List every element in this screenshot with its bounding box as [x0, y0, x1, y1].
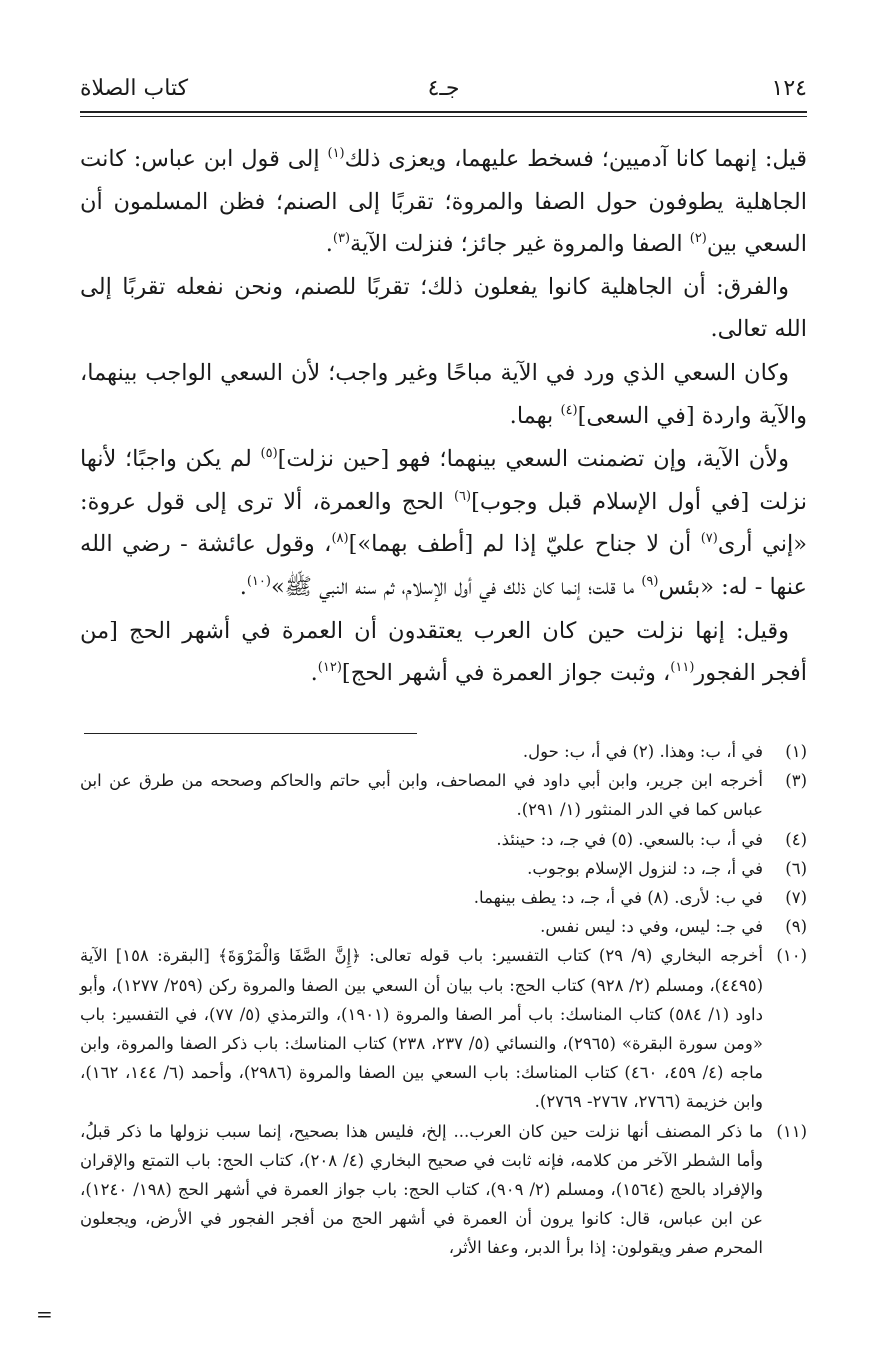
footnote [80, 854, 807, 883]
header-rule [80, 111, 807, 113]
footnote-ref: (٢) [689, 231, 707, 247]
footnote-ref: (٨) [331, 531, 349, 547]
footnote-number: (١١) [776, 1121, 807, 1141]
footnote-text: في أ، ب: وهذا. (٢) في أ، ب: حول. [522, 742, 763, 761]
footnotes [80, 737, 807, 1263]
paragraph: والفرق: أن الجاهلية كانوا يفعلون ذلك؛ تقربًا للصنم، ونحن نفعله تقربًا إلى الله تعالى. [80, 273, 807, 343]
footnote-ref: (٥) [260, 446, 278, 462]
footnote-number: (٣) [785, 771, 807, 791]
footnote-text: في أ، ب: بالسعي. (٥) في جـ، د: حينئذ. [496, 829, 763, 849]
paragraph: وكان السعي الذي ورد في الآية مباحًا وغير واجب؛ لأن السعي الواجب بينهما، والآية واردة [في السعى]$^{(٤)}$ بهما. [80, 359, 807, 429]
footnote [80, 825, 807, 854]
footnote-text: في أ، جـ، د: لنزول الإسلام بوجوب. [527, 858, 763, 878]
footnote-separator [84, 733, 417, 734]
footnote [80, 737, 807, 766]
book-title: كتاب الصلاة [80, 76, 189, 101]
footnote-ref: (٣) [332, 231, 351, 247]
footnote-number: (٧) [785, 888, 807, 908]
page-number: ١٢٤ [771, 76, 807, 101]
footnote-number: (٩) [785, 917, 807, 937]
running-header [80, 72, 807, 106]
footnote [80, 883, 807, 912]
footnote-text: في جـ: ليس، وفي د: ليس نفس. [540, 917, 763, 937]
footnote-text: ما ذكر المصنف أنها نزلت حين كان العرب... إلخ، فليس هذا بصحيح، إنما سبب نزولها ما ذكر قبلُ، وأما الشطر الآخر من كلامه، فإنه ثابت في صحيح البخاري (٤/ ٢٠٨)، كتاب الحج: باب التمتع والإقران والإفراد بالحج (١٥٦٤)، ومسلم (٢/ ٩٠٩)، كتاب الحج: باب جواز العمرة في أشهر الحج (١٩٨/ ١٢٤٠)، عن ابن عباس، قال: كانوا يرون أن العمرة في أشهر الحج من أفجر الفجور في الأرض، ويجعلون المحرم صفر ويقولون: إذا برأ الدبر، وعفا الأثر، [80, 1121, 763, 1258]
footnote-ref: (١١) [670, 660, 695, 676]
footnote-ref: (٦) [453, 488, 472, 504]
header-rule-thin [80, 116, 807, 117]
footnote-ref: (٤) [560, 402, 578, 418]
footnote [80, 941, 807, 1116]
main-text [80, 138, 807, 696]
footnote [80, 912, 807, 941]
footnote-text: في ب: لأرى. (٨) في أ، جـ، د: يطف بينهما. [473, 888, 763, 908]
footnote-number: (١٠) [776, 946, 807, 966]
footnote-text: أخرجه ابن جرير، وابن أبي داود في المصاحف، وابن أبي حاتم والحاكم وصححه من طرق عن ابن عباس كما في الدر المنثور (١/ ٢٩١). [80, 771, 763, 820]
footnote [80, 766, 807, 824]
footnote-ref: (٩) [641, 573, 659, 589]
footnote-ref: (١٠) [246, 573, 271, 589]
footnote-number: (١) [785, 742, 807, 761]
paragraph: ولأن الآية، وإن تضمنت السعي بينهما؛ فهو [حين نزلت]$^{(٥)}$ لم يكن واجبًا؛ لأنها نزلت [في أول الإسلام قبل وجوب]$^{(٦)}$ الحج والعمرة، ألا ترى إلى قول عروة: «إني أرى$^{(٧)}$ أن لا جناح عليّ إذا لم [أطف بهما»]$^{(٨)}$، وقول عائشة - رضي الله عنها - له: «بئس$^{(٩)}$ ما قلت؛ إنما كان ذلك في أول الإسلام، ثم سنه النبي ﷺ»$^{(١٠)}$. [80, 446, 808, 600]
paragraph: قيل: إنهما كانا آدميين؛ فسخط عليهما، ويعزى ذلك$^{(١)}$ إلى قول ابن عباس: كانت الجاهلية يطوفون حول الصفا والمروة؛ تقربًا إلى الصنم؛ فظن المسلمون أن السعي بين$^{(٢)}$ الصفا والمروة غير جائز؛ فنزلت الآية$^{(٣)}$. [80, 146, 808, 258]
footnote-ref: (١٢) [317, 660, 342, 676]
footnote-ref: (١) [327, 146, 345, 161]
footnote-number: (٦) [785, 858, 807, 878]
paragraph: وقيل: إنها نزلت حين كان العرب يعتقدون أن العمرة في أشهر الحج [من أفجر الفجور$^{(١١)}$، وثبت جواز العمرة في أشهر الحج]$^{(١٢)}$. [80, 617, 807, 687]
volume-label: جـ٤ [427, 76, 460, 101]
footnote-number: (٤) [785, 829, 807, 849]
footnote-ref: (٧) [700, 531, 718, 547]
footnote-text: أخرجه البخاري (٩/ ٢٩) كتاب التفسير: باب قوله تعالى: ﴿إِنَّ الصَّفَا وَالْمَرْوَةَ﴾ [البقرة: ١٥٨] الآية (٤٤٩٥)، ومسلم (٢/ ٩٢٨) كتاب الحج: باب بيان أن السعي بين الصفا والمروة ركن (٢٥٩/ ١٢٧٧)، وأبو داود (١/ ٥٨٤) كتاب المناسك: باب أمر الصفا والمروة (١٩٠١)، والترمذي (٥/ ٧٧)، في التفسير: باب «ومن سورة البقرة» (٢٩٦٥)، والنسائي (٥/ ٢٣٧، ٢٣٨) كتاب المناسك: باب ذكر الصفا والمروة، وابن ماجه (٤/ ٤٥٩، ٤٦٠) كتاب المناسك: باب السعي بين الصفا والمروة (٢٩٨٦)، وأحمد (٦/ ١٤٤، ١٦٢)، وابن خزيمة (٢٧٦٦، ٢٧٦٧- ٢٧٦٩). [80, 946, 764, 1112]
continuation-mark: = [36, 1302, 53, 1326]
footnote [80, 1117, 807, 1263]
